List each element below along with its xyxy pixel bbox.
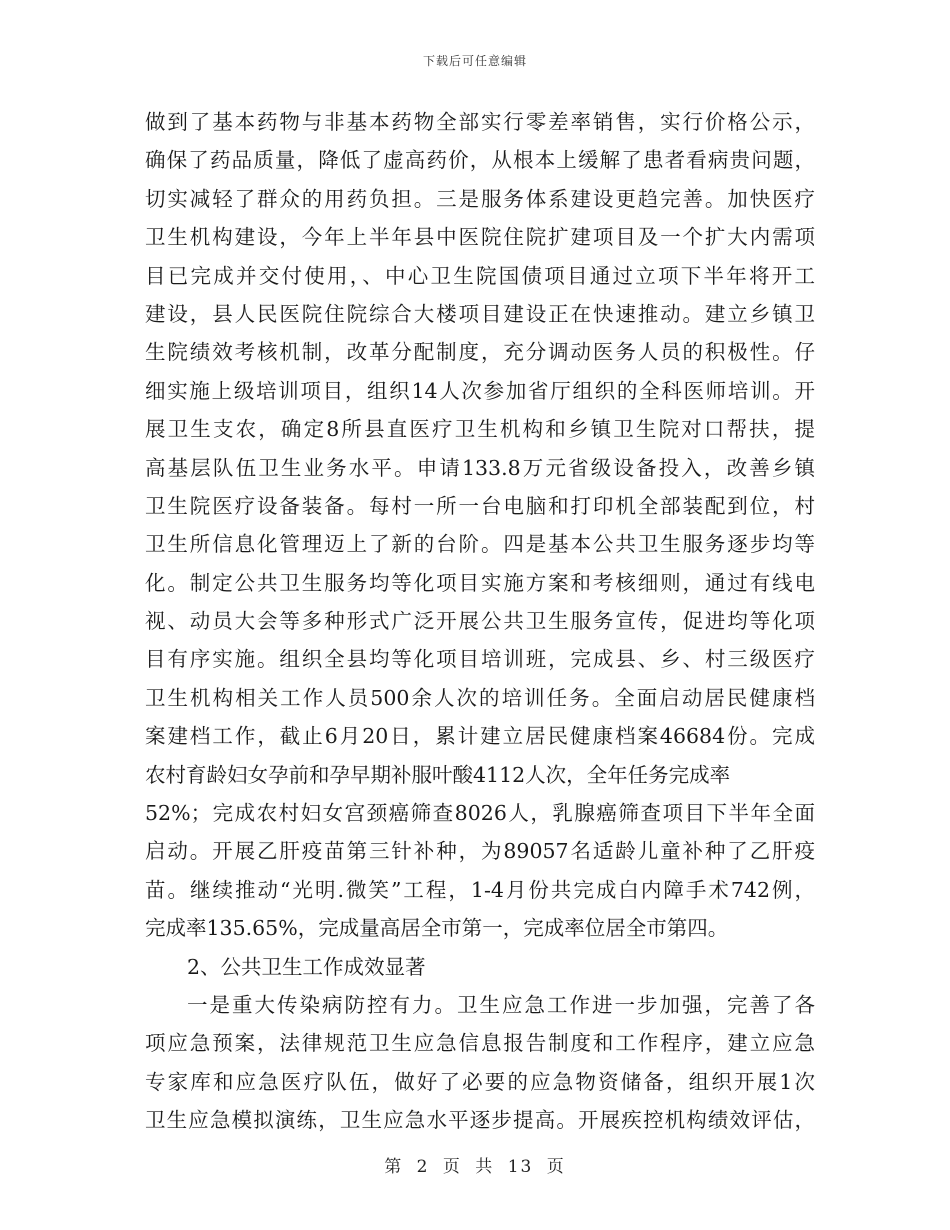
text-line: 细实施上级培训项目，组织14人次参加省厅组织的全科医师培训。开 bbox=[145, 378, 815, 403]
text-line: 卫生应急模拟演练，卫生应急水平逐步提高。开展疾控机构绩效评估， bbox=[145, 1108, 815, 1133]
page-number: 第 2 页 共 13 页 bbox=[384, 1157, 566, 1177]
text-line: 视、动员大会等多种形式广泛开展公共卫生服务宣传，促进均等化项 bbox=[145, 609, 815, 634]
text-line: 切实减轻了群众的用药负担。三是服务体系建设更趋完善。加快医疗 bbox=[145, 186, 815, 211]
text-line: 案建档工作，截止6月20日，累计建立居民健康档案46684份。完成 bbox=[145, 724, 815, 749]
document-body bbox=[145, 103, 815, 1140]
text-line: 生院绩效考核机制，改革分配制度，充分调动医务人员的积极性。仔 bbox=[145, 340, 815, 365]
text-line: 卫生所信息化管理迈上了新的台阶。四是基本公共卫生服务逐步均等 bbox=[145, 532, 815, 557]
text-line: 卫生院医疗设备装备。每村一所一台电脑和打印机全部装配到位，村 bbox=[145, 493, 815, 518]
text-line: 农村育龄妇女孕前和孕早期补服叶酸4112人次，全年任务完成率 bbox=[145, 762, 731, 787]
text-line: 建设，县人民医院住院综合大楼项目建设正在快速推动。建立乡镇卫 bbox=[145, 301, 815, 326]
text-line: 展卫生支农，确定8所县直医疗卫生机构和乡镇卫生院对口帮扶，提 bbox=[145, 417, 815, 442]
text-line: 专家库和应急医疗队伍，做好了必要的应急物资储备，组织开展1次 bbox=[145, 1069, 815, 1094]
section-heading: 2、公共卫生工作成效显著 bbox=[187, 954, 426, 979]
page-header-note: 下载后可任意编辑 bbox=[422, 54, 527, 68]
text-line: 卫生机构建设，今年上半年县中医院住院扩建项目及一个扩大内需项 bbox=[145, 225, 815, 250]
text-line: 一是重大传染病防控有力。卫生应急工作进一步加强，完善了各 bbox=[187, 992, 815, 1017]
text-line: 项应急预案，法律规范卫生应急信息报告制度和工作程序，建立应急 bbox=[145, 1031, 815, 1056]
text-line: 化。制定公共卫生服务均等化项目实施方案和考核细则，通过有线电 bbox=[145, 570, 815, 595]
text-line: 高基层队伍卫生业务水平。申请133.8万元省级设备投入，改善乡镇 bbox=[145, 455, 815, 480]
text-line: 启动。开展乙肝疫苗第三针补种，为89057名适龄儿童补种了乙肝疫 bbox=[145, 839, 815, 864]
text-line: 目已完成并交付使用，、中心卫生院国债项目通过立项下半年将开工 bbox=[145, 263, 815, 288]
text-line: 卫生机构相关工作人员500余人次的培训任务。全面启动居民健康档 bbox=[145, 685, 815, 710]
text-line: 苗。继续推动“光明.微笑”工程，1-4月份共完成白内障手术742例， bbox=[145, 877, 815, 902]
text-line: 确保了药品质量，降低了虚高药价，从根本上缓解了患者看病贵问题， bbox=[145, 148, 815, 173]
text-line: 52%；完成农村妇女宫颈癌筛查8026人，乳腺癌筛查项目下半年全面 bbox=[145, 801, 815, 826]
text-line: 完成率135.65%，完成量高居全市第一，完成率位居全市第四。 bbox=[145, 916, 729, 941]
text-line: 目有序实施。组织全县均等化项目培训班，完成县、乡、村三级医疗 bbox=[145, 647, 815, 672]
text-line: 做到了基本药物与非基本药物全部实行零差率销售，实行价格公示， bbox=[145, 110, 815, 134]
